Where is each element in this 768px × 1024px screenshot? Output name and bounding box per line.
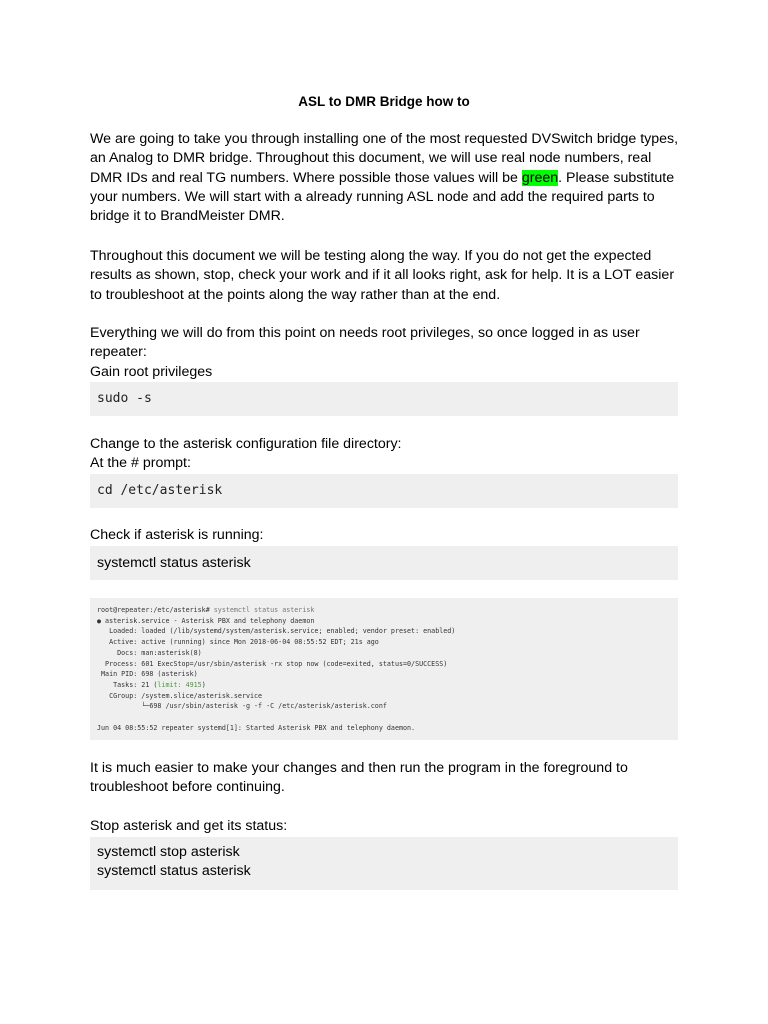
highlighted-word: green — [521, 169, 559, 186]
foreground-paragraph: It is much easier to make your changes and then run the program in the foreground to troubleshoot before continuing. — [90, 760, 628, 796]
terminal-loaded-line: Loaded: loaded (/lib/systemd/system/asterisk.service; enabled; vendor preset: enabled) — [97, 627, 456, 636]
check-running-text: Check if asterisk is running: — [90, 527, 264, 543]
terminal-log-line: Jun 04 08:55:52 repeater systemd[1]: Started Asterisk PBX and telephony daemon. — [97, 723, 416, 732]
terminal-cgroup-child-line: └─698 /usr/sbin/asterisk -g -f -C /etc/asterisk/asterisk.conf — [97, 702, 387, 711]
terminal-prompt: root@repeater:/etc/asterisk# — [97, 606, 210, 614]
terminal-active-line: Active: active (running) since Mon 2018-06-04 08:55:52 EDT; 21s ago — [97, 638, 379, 647]
terminal-service-line: ● asterisk.service - Asterisk PBX and telephony daemon — [97, 616, 315, 625]
code-block-stop — [90, 837, 678, 890]
stop-command: systemctl stop asterisk — [97, 844, 240, 860]
intro-text-before: We are going to take you through installing one of the most requested DVSwitch bridge types, an Analog to DMR bridge. Throughout this document, we will use real node numbers, real DMR IDs and real TG numbers. Where possible those values will be — [90, 131, 679, 186]
stop-asterisk-text: Stop asterisk and get its status: — [90, 818, 288, 834]
terminal-docs-line: Docs: man:asterisk(8) — [97, 648, 202, 657]
status-command: systemctl status asterisk — [97, 863, 251, 880]
code-block-status: systemctl status asterisk — [90, 546, 678, 580]
intro-text-after: . Please substitute your numbers. We will start with a already running ASL node and add the required parts to bridge it to BrandMeister DMR. — [90, 169, 675, 225]
terminal-output — [90, 598, 678, 740]
terminal-command: systemctl status asterisk — [209, 606, 315, 614]
intro-paragraph — [90, 130, 680, 226]
terminal-blank-line — [97, 712, 678, 723]
code-block-cd: cd /etc/asterisk — [90, 474, 678, 508]
page-title: ASL to DMR Bridge how to — [298, 94, 470, 109]
terminal-process-line: Process: 601 ExecStop=/usr/sbin/asterisk -rx stop now (code=exited, status=0/SUCCESS) — [97, 659, 448, 668]
gain-root-label: Gain root privileges — [90, 363, 213, 380]
terminal-tasks-prefix: Tasks: 21 ( — [97, 680, 158, 689]
terminal-cgroup-line: CGroup: /system.slice/asterisk.service — [97, 691, 263, 700]
terminal-mainpid-line: Main PID: 698 (asterisk) — [97, 670, 198, 679]
code-block-sudo: sudo -s — [90, 382, 678, 416]
root-privileges-paragraph — [90, 324, 680, 382]
testing-paragraph: Throughout this document we will be testing along the way. If you do not get the expected results as shown, stop, check your work and if it all looks right, ask for help. It is a LOT easier to troubleshoot at the points along the way rather than at the end. — [90, 248, 675, 303]
root-privileges-text: Everything we will do from this point on needs root privileges, so once logged in as user repeater: — [90, 325, 640, 361]
terminal-prompt-line — [97, 605, 678, 616]
change-directory-text: Change to the asterisk configuration file directory: — [90, 436, 402, 452]
terminal-tasks-line — [97, 680, 678, 691]
change-directory-paragraph — [90, 435, 680, 474]
terminal-tasks-limit: limit: 4915 — [157, 680, 202, 689]
prompt-text: At the # prompt: — [90, 455, 191, 472]
terminal-tasks-suffix: ) — [201, 680, 206, 689]
